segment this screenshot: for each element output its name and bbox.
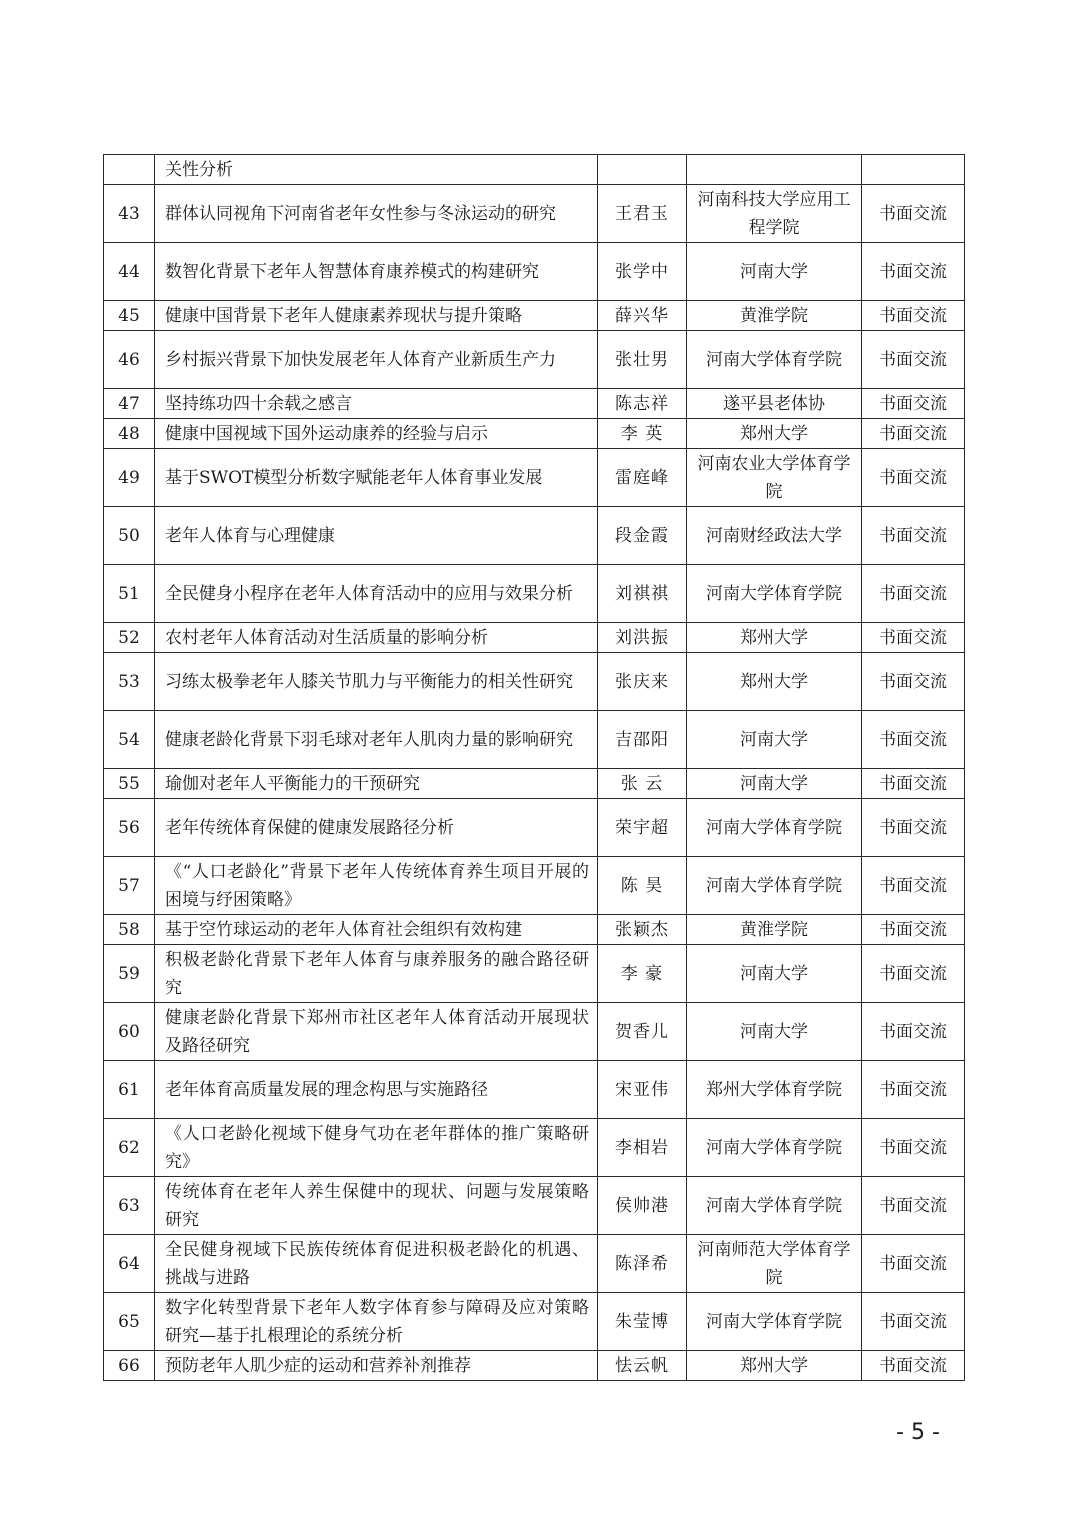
cell-unit: 河南大学体育学院 <box>687 1177 862 1235</box>
table-row <box>104 857 965 915</box>
cell-type: 书面交流 <box>862 507 965 565</box>
cell-number: 44 <box>104 243 155 301</box>
cell-number: 65 <box>104 1293 155 1351</box>
table-row <box>104 1351 965 1381</box>
cell-author: 陈泽希 <box>598 1235 687 1293</box>
cell-type: 书面交流 <box>862 389 965 419</box>
cell-unit: 河南大学体育学院 <box>687 1293 862 1351</box>
cell-number: 45 <box>104 301 155 331</box>
cell-number: 50 <box>104 507 155 565</box>
cell-title: 健康老龄化背景下郑州市社区老年人体育活动开展现状及路径研究 <box>155 1003 598 1061</box>
cell-type: 书面交流 <box>862 565 965 623</box>
table-row <box>104 389 965 419</box>
cell-number: 48 <box>104 419 155 449</box>
cell-author: 王君玉 <box>598 185 687 243</box>
cell-unit: 黄淮学院 <box>687 915 862 945</box>
table-row <box>104 799 965 857</box>
cell-type: 书面交流 <box>862 1119 965 1177</box>
cell-number: 55 <box>104 769 155 799</box>
cell-unit: 郑州大学 <box>687 419 862 449</box>
table-row <box>104 945 965 1003</box>
cell-title: 群体认同视角下河南省老年女性参与冬泳运动的研究 <box>155 185 598 243</box>
cell-title: 预防老年人肌少症的运动和营养补剂推荐 <box>155 1351 598 1381</box>
table-row <box>104 1293 965 1351</box>
table-row-continuation <box>104 155 965 185</box>
cell-title: 老年人体育与心理健康 <box>155 507 598 565</box>
cell-title: 瑜伽对老年人平衡能力的干预研究 <box>155 769 598 799</box>
cell-title: 积极老龄化背景下老年人体育与康养服务的融合路径研究 <box>155 945 598 1003</box>
cell-author: 侯帅港 <box>598 1177 687 1235</box>
table-row <box>104 301 965 331</box>
cell-number: 46 <box>104 331 155 389</box>
cell-author <box>598 155 687 185</box>
cell-title: 乡村振兴背景下加快发展老年人体育产业新质生产力 <box>155 331 598 389</box>
cell-author: 李 英 <box>598 419 687 449</box>
cell-title: 《“人口老龄化”背景下老年人传统体育养生项目开展的困境与纾困策略》 <box>155 857 598 915</box>
cell-author: 张壮男 <box>598 331 687 389</box>
cell-title: 传统体育在老年人养生保健中的现状、问题与发展策略研究 <box>155 1177 598 1235</box>
cell-author: 李 豪 <box>598 945 687 1003</box>
cell-type <box>862 155 965 185</box>
cell-number: 52 <box>104 623 155 653</box>
paper-list-table <box>103 154 965 1381</box>
cell-unit: 河南大学体育学院 <box>687 1119 862 1177</box>
cell-number: 57 <box>104 857 155 915</box>
cell-title: 全民健身视域下民族传统体育促进积极老龄化的机遇、挑战与进路 <box>155 1235 598 1293</box>
cell-number: 49 <box>104 449 155 507</box>
cell-unit: 河南大学 <box>687 945 862 1003</box>
table-row <box>104 915 965 945</box>
cell-number: 53 <box>104 653 155 711</box>
table-row <box>104 711 965 769</box>
cell-unit: 河南大学体育学院 <box>687 331 862 389</box>
cell-type: 书面交流 <box>862 449 965 507</box>
cell-title: 全民健身小程序在老年人体育活动中的应用与效果分析 <box>155 565 598 623</box>
cell-author: 张颖杰 <box>598 915 687 945</box>
cell-type: 书面交流 <box>862 243 965 301</box>
cell-author: 刘洪振 <box>598 623 687 653</box>
table-row <box>104 507 965 565</box>
cell-number: 43 <box>104 185 155 243</box>
cell-title: 健康中国背景下老年人健康素养现状与提升策略 <box>155 301 598 331</box>
table-row <box>104 1061 965 1119</box>
cell-number: 59 <box>104 945 155 1003</box>
cell-type: 书面交流 <box>862 1235 965 1293</box>
table-row <box>104 769 965 799</box>
table-row <box>104 419 965 449</box>
cell-title: 关性分析 <box>155 155 598 185</box>
cell-type: 书面交流 <box>862 331 965 389</box>
cell-unit: 郑州大学 <box>687 1351 862 1381</box>
cell-unit: 河南大学体育学院 <box>687 799 862 857</box>
cell-type: 书面交流 <box>862 769 965 799</box>
cell-unit: 河南大学 <box>687 769 862 799</box>
cell-author: 陈志祥 <box>598 389 687 419</box>
cell-author: 段金霞 <box>598 507 687 565</box>
cell-author: 刘祺祺 <box>598 565 687 623</box>
cell-type: 书面交流 <box>862 623 965 653</box>
cell-unit: 河南大学 <box>687 243 862 301</box>
cell-title: 老年传统体育保健的健康发展路径分析 <box>155 799 598 857</box>
cell-author: 荣宇超 <box>598 799 687 857</box>
cell-number: 54 <box>104 711 155 769</box>
cell-author: 雷庭峰 <box>598 449 687 507</box>
cell-number: 63 <box>104 1177 155 1235</box>
cell-number: 58 <box>104 915 155 945</box>
cell-author: 朱莹博 <box>598 1293 687 1351</box>
cell-title: 健康中国视域下国外运动康养的经验与启示 <box>155 419 598 449</box>
cell-type: 书面交流 <box>862 1293 965 1351</box>
cell-type: 书面交流 <box>862 799 965 857</box>
cell-title: 基于SWOT模型分析数字赋能老年人体育事业发展 <box>155 449 598 507</box>
table-row <box>104 1235 965 1293</box>
cell-unit <box>687 155 862 185</box>
cell-author: 薛兴华 <box>598 301 687 331</box>
cell-type: 书面交流 <box>862 301 965 331</box>
cell-type: 书面交流 <box>862 1351 965 1381</box>
cell-title: 《人口老龄化视域下健身气功在老年群体的推广策略研究》 <box>155 1119 598 1177</box>
cell-type: 书面交流 <box>862 653 965 711</box>
cell-number: 61 <box>104 1061 155 1119</box>
cell-type: 书面交流 <box>862 915 965 945</box>
cell-type: 书面交流 <box>862 711 965 769</box>
cell-unit: 河南科技大学应用工程学院 <box>687 185 862 243</box>
cell-title: 农村老年人体育活动对生活质量的影响分析 <box>155 623 598 653</box>
table-row <box>104 243 965 301</box>
cell-title: 数字化转型背景下老年人数字体育参与障碍及应对策略研究—基于扎根理论的系统分析 <box>155 1293 598 1351</box>
cell-type: 书面交流 <box>862 857 965 915</box>
cell-type: 书面交流 <box>862 419 965 449</box>
cell-title: 老年体育高质量发展的理念构思与实施路径 <box>155 1061 598 1119</box>
cell-unit: 河南大学 <box>687 1003 862 1061</box>
page-number: - 5 - <box>896 1420 940 1445</box>
cell-unit: 河南大学体育学院 <box>687 565 862 623</box>
table-row <box>104 331 965 389</box>
cell-title: 习练太极拳老年人膝关节肌力与平衡能力的相关性研究 <box>155 653 598 711</box>
cell-number: 60 <box>104 1003 155 1061</box>
cell-unit: 河南师范大学体育学院 <box>687 1235 862 1293</box>
table-row <box>104 565 965 623</box>
cell-author: 宋亚伟 <box>598 1061 687 1119</box>
cell-author: 张庆来 <box>598 653 687 711</box>
cell-unit: 郑州大学体育学院 <box>687 1061 862 1119</box>
cell-type: 书面交流 <box>862 1177 965 1235</box>
cell-unit: 郑州大学 <box>687 623 862 653</box>
cell-title: 健康老龄化背景下羽毛球对老年人肌肉力量的影响研究 <box>155 711 598 769</box>
cell-author: 怯云帆 <box>598 1351 687 1381</box>
cell-author: 陈 昊 <box>598 857 687 915</box>
cell-number: 64 <box>104 1235 155 1293</box>
cell-number: 62 <box>104 1119 155 1177</box>
cell-author: 贺香儿 <box>598 1003 687 1061</box>
cell-type: 书面交流 <box>862 945 965 1003</box>
table-row <box>104 449 965 507</box>
cell-type: 书面交流 <box>862 1003 965 1061</box>
cell-title: 基于空竹球运动的老年人体育社会组织有效构建 <box>155 915 598 945</box>
table-row <box>104 1177 965 1235</box>
cell-unit: 遂平县老体协 <box>687 389 862 419</box>
cell-number <box>104 155 155 185</box>
table-row <box>104 1119 965 1177</box>
cell-unit: 河南财经政法大学 <box>687 507 862 565</box>
cell-author: 吉邵阳 <box>598 711 687 769</box>
cell-number: 56 <box>104 799 155 857</box>
table-row <box>104 1003 965 1061</box>
table-row <box>104 623 965 653</box>
table-row <box>104 653 965 711</box>
cell-number: 66 <box>104 1351 155 1381</box>
cell-unit: 河南大学 <box>687 711 862 769</box>
cell-number: 47 <box>104 389 155 419</box>
cell-title: 数智化背景下老年人智慧体育康养模式的构建研究 <box>155 243 598 301</box>
cell-number: 51 <box>104 565 155 623</box>
table-row <box>104 185 965 243</box>
cell-unit: 河南大学体育学院 <box>687 857 862 915</box>
cell-unit: 郑州大学 <box>687 653 862 711</box>
cell-type: 书面交流 <box>862 1061 965 1119</box>
cell-author: 张学中 <box>598 243 687 301</box>
cell-type: 书面交流 <box>862 185 965 243</box>
cell-title: 坚持练功四十余载之感言 <box>155 389 598 419</box>
cell-unit: 河南农业大学体育学院 <box>687 449 862 507</box>
cell-author: 张 云 <box>598 769 687 799</box>
cell-unit: 黄淮学院 <box>687 301 862 331</box>
cell-author: 李相岩 <box>598 1119 687 1177</box>
